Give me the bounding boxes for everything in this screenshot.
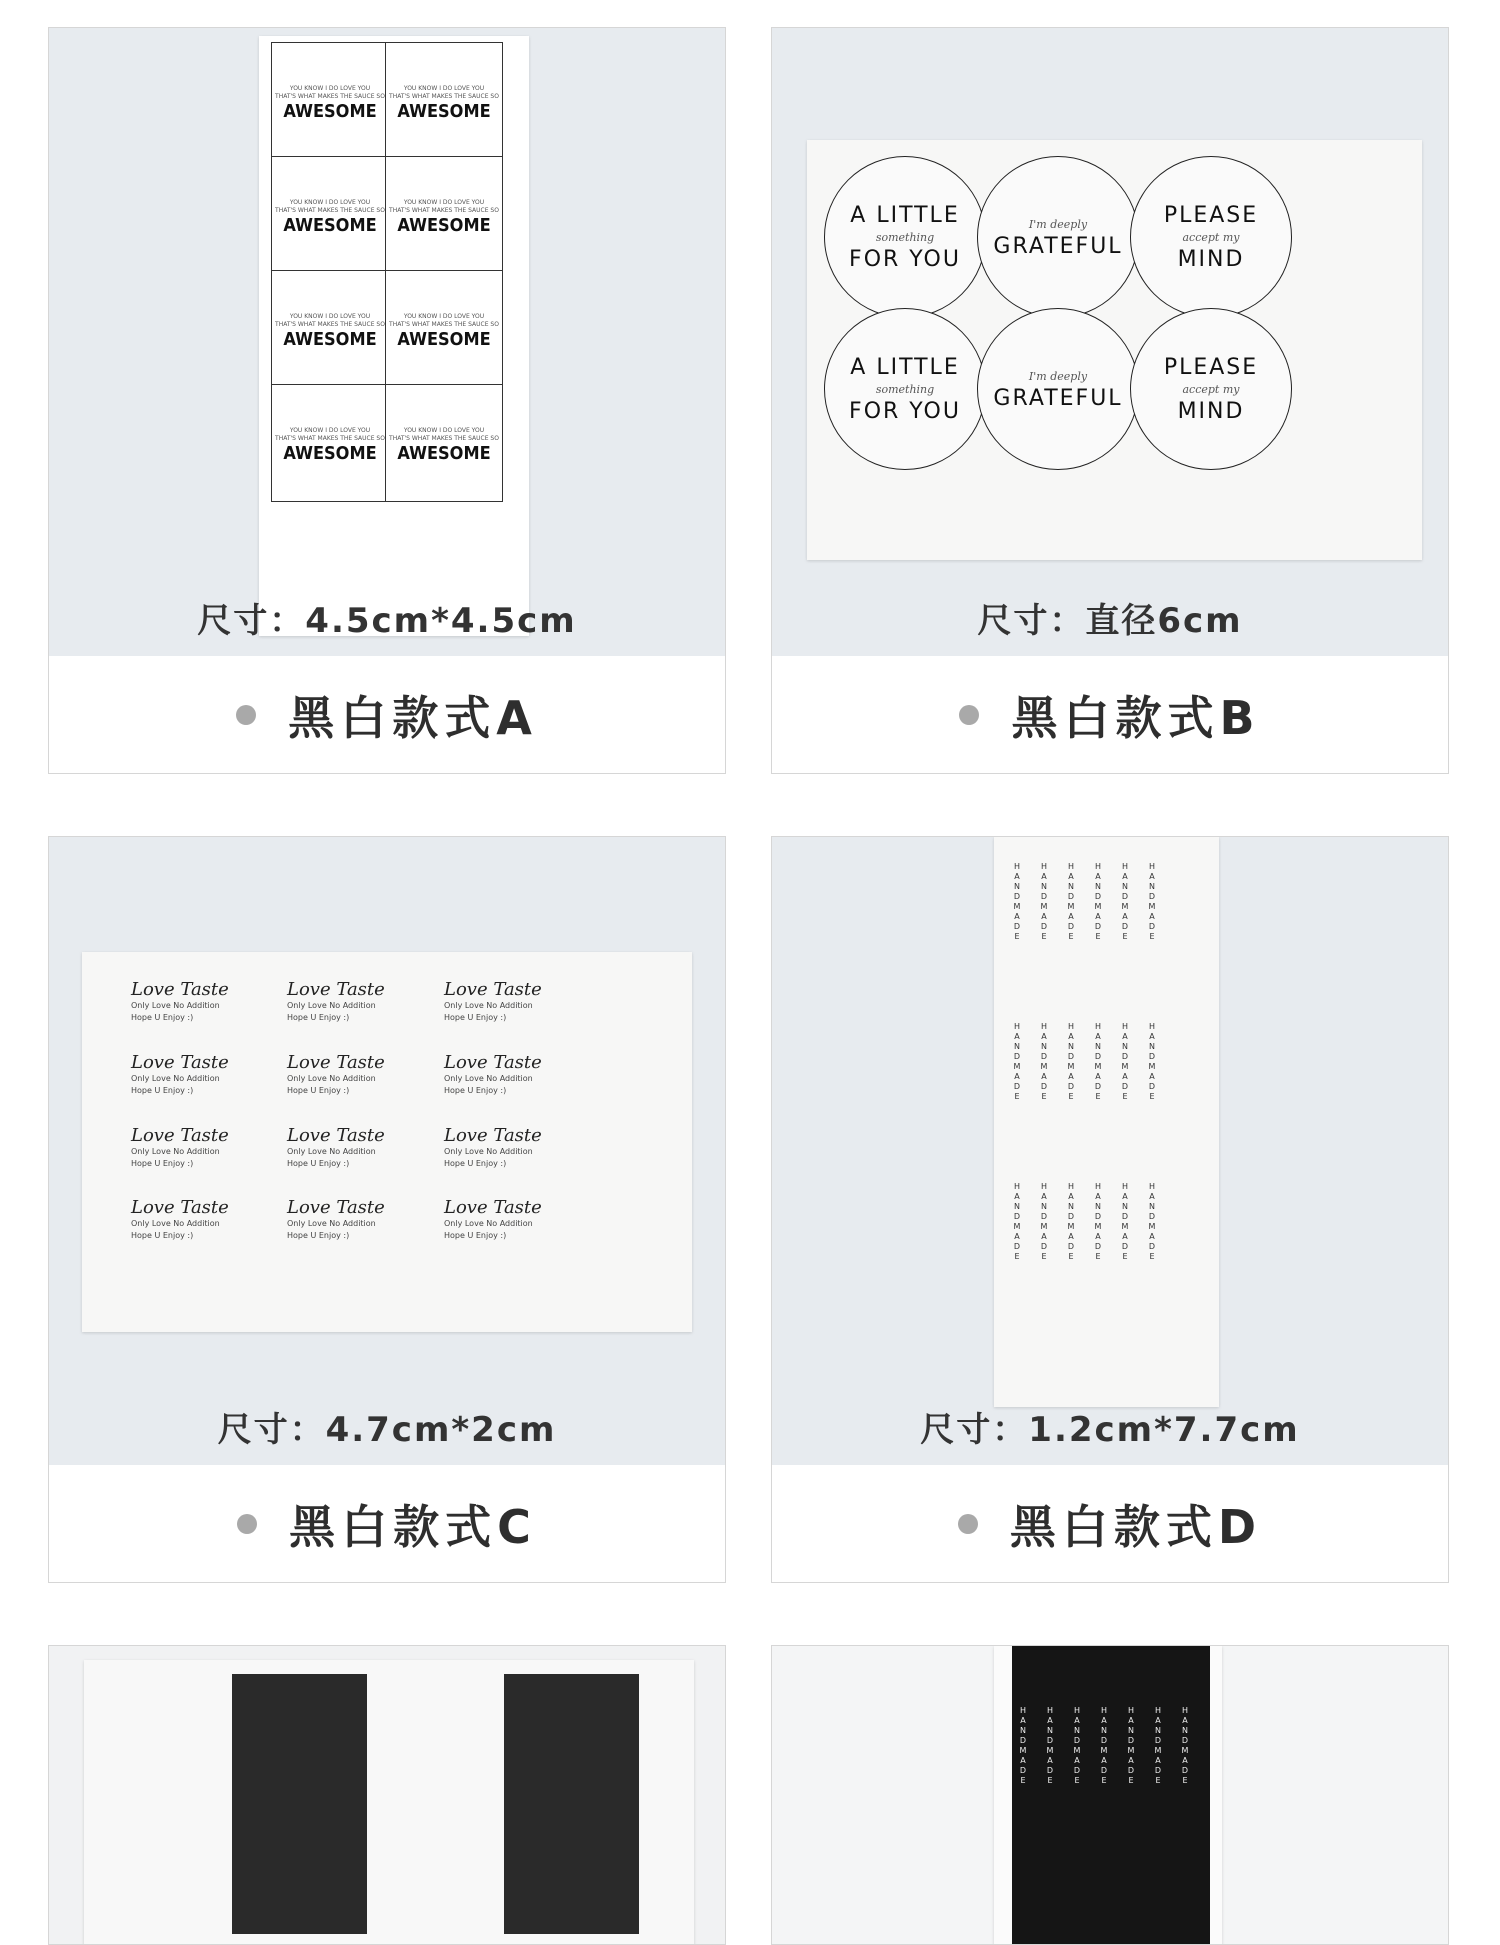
product-photo-e <box>49 1646 725 1945</box>
sticker-script-text: Love Taste <box>287 979 385 1000</box>
love-taste-sticker <box>444 1052 594 1112</box>
bullet-dot-icon <box>959 705 979 725</box>
product-card-c[interactable] <box>48 836 726 1583</box>
sticker-small-text: THAT'S WHAT MAKES THE SAUCE SO <box>389 435 499 442</box>
sticker-script-text: Love Taste <box>131 1052 229 1073</box>
handmade-sticker: H A N D M A D E <box>1121 1182 1129 1261</box>
sticker-script-text: Love Taste <box>287 1197 385 1218</box>
sticker-line-2: Hope U Enjoy :) <box>287 1231 350 1240</box>
sticker-line-2: Hope U Enjoy :) <box>131 1159 194 1168</box>
awesome-sticker <box>385 42 503 160</box>
handmade-sticker: H A N D M A D E <box>1067 862 1075 941</box>
sticker-script-text: Love Taste <box>131 1197 229 1218</box>
round-sticker <box>977 308 1139 470</box>
sticker-line-1: Only Love No Addition <box>444 1074 533 1083</box>
sticker-top-text: PLEASE <box>1163 354 1259 380</box>
product-card-e[interactable] <box>48 1645 726 1945</box>
love-taste-sticker <box>131 1125 281 1185</box>
sticker-script-text: accept my <box>1182 230 1240 244</box>
dark-sticker-strip <box>1012 1646 1210 1945</box>
style-caption: 黑白款式B <box>1011 690 1261 745</box>
sticker-line-2: Hope U Enjoy :) <box>444 1231 507 1240</box>
love-taste-sticker <box>287 1197 437 1257</box>
sticker-line-1: Only Love No Addition <box>131 1001 220 1010</box>
round-sticker <box>824 308 986 470</box>
handmade-sticker: H A N D M A D E <box>1181 1706 1189 1785</box>
sticker-line-2: Hope U Enjoy :) <box>287 1013 350 1022</box>
love-taste-sticker <box>287 1052 437 1112</box>
sticker-small-text: YOU KNOW I DO LOVE YOU <box>403 199 485 206</box>
sticker-small-text: THAT'S WHAT MAKES THE SAUCE SO <box>275 321 385 328</box>
sticker-script-text: I'm deeply <box>1028 370 1088 383</box>
handmade-sticker: H A N D M A D E <box>1019 1706 1027 1785</box>
style-caption: 黑白款式A <box>288 690 538 745</box>
handmade-sticker: H A N D M A D E <box>1121 1022 1129 1101</box>
product-photo-c <box>49 837 725 1465</box>
sticker-script-text: Love Taste <box>287 1125 385 1146</box>
sticker-small-text: YOU KNOW I DO LOVE YOU <box>403 427 485 434</box>
handmade-sticker: H A N D M A D E <box>1046 1706 1054 1785</box>
love-taste-sticker <box>131 1052 281 1112</box>
dark-sticker-strip <box>232 1674 367 1934</box>
sticker-top-text: PLEASE <box>1163 202 1259 228</box>
sticker-script-text: Love Taste <box>444 979 542 1000</box>
sticker-script-text: accept my <box>1182 382 1240 396</box>
sticker-small-text: YOU KNOW I DO LOVE YOU <box>289 427 371 434</box>
handmade-sticker: H A N D M A D E <box>1013 1022 1021 1101</box>
round-sticker <box>824 156 986 318</box>
sticker-line-2: Hope U Enjoy :) <box>444 1159 507 1168</box>
product-card-f[interactable] <box>771 1645 1449 1945</box>
handmade-sticker: H A N D M A D E <box>1148 1182 1156 1261</box>
sticker-small-text: THAT'S WHAT MAKES THE SAUCE SO <box>389 93 499 100</box>
sticker-script-text: Love Taste <box>444 1197 542 1218</box>
handmade-sticker: H A N D M A D E <box>1100 1706 1108 1785</box>
caption-band <box>49 656 725 773</box>
sticker-main-text: AWESOME <box>283 443 377 464</box>
sticker-line-1: Only Love No Addition <box>131 1147 220 1156</box>
sticker-small-text: YOU KNOW I DO LOVE YOU <box>403 313 485 320</box>
sticker-script-text: Love Taste <box>444 1125 542 1146</box>
sticker-line-2: Hope U Enjoy :) <box>444 1086 507 1095</box>
love-taste-sticker <box>444 979 594 1039</box>
sticker-script-text: Love Taste <box>131 1125 229 1146</box>
awesome-sticker <box>271 384 389 502</box>
sticker-script-text: Love Taste <box>287 1052 385 1073</box>
sticker-small-text: THAT'S WHAT MAKES THE SAUCE SO <box>275 435 385 442</box>
sticker-bottom-text: FOR YOU <box>849 246 961 272</box>
sticker-main-text: AWESOME <box>397 329 491 350</box>
love-taste-sticker <box>131 979 281 1039</box>
sticker-small-text: THAT'S WHAT MAKES THE SAUCE SO <box>389 321 499 328</box>
sticker-line-1: Only Love No Addition <box>444 1001 533 1010</box>
sticker-main-text: AWESOME <box>397 443 491 464</box>
sticker-sheet <box>994 837 1219 1407</box>
product-photo-f <box>772 1646 1448 1945</box>
sticker-line-1: Only Love No Addition <box>131 1074 220 1083</box>
handmade-sticker: H A N D M A D E <box>1154 1706 1162 1785</box>
bullet-dot-icon <box>237 1514 257 1534</box>
product-photo-d <box>772 837 1448 1465</box>
round-sticker <box>977 156 1139 318</box>
caption-band <box>772 1465 1448 1582</box>
awesome-sticker <box>271 270 389 388</box>
size-label: 尺寸：4.5cm*4.5cm <box>197 601 577 641</box>
product-photo-b <box>772 28 1448 656</box>
sticker-line-2: Hope U Enjoy :) <box>287 1086 350 1095</box>
sticker-small-text: YOU KNOW I DO LOVE YOU <box>289 313 371 320</box>
dark-sticker-strip <box>504 1674 639 1934</box>
size-label: 尺寸：1.2cm*7.7cm <box>920 1410 1300 1450</box>
bullet-dot-icon <box>236 705 256 725</box>
sticker-small-text: YOU KNOW I DO LOVE YOU <box>289 199 371 206</box>
handmade-sticker: H A N D M A D E <box>1040 1022 1048 1101</box>
sticker-bottom-text: MIND <box>1177 246 1245 272</box>
sticker-small-text: THAT'S WHAT MAKES THE SAUCE SO <box>275 93 385 100</box>
love-taste-sticker <box>287 979 437 1039</box>
handmade-sticker: H A N D M A D E <box>1148 1022 1156 1101</box>
handmade-sticker: H A N D M A D E <box>1013 862 1021 941</box>
sticker-top-text: A LITTLE <box>850 202 960 228</box>
product-photo-a <box>49 28 725 656</box>
handmade-sticker: H A N D M A D E <box>1067 1182 1075 1261</box>
sticker-small-text: THAT'S WHAT MAKES THE SAUCE SO <box>389 207 499 214</box>
sticker-line-1: Only Love No Addition <box>287 1147 376 1156</box>
sticker-top-text: A LITTLE <box>850 354 960 380</box>
handmade-sticker: H A N D M A D E <box>1067 1022 1075 1101</box>
style-caption: 黑白款式C <box>289 1499 537 1554</box>
sticker-bottom-text: FOR YOU <box>849 398 961 424</box>
round-sticker <box>1130 308 1292 470</box>
sticker-line-2: Hope U Enjoy :) <box>131 1086 194 1095</box>
sticker-line-2: Hope U Enjoy :) <box>131 1231 194 1240</box>
caption-band <box>772 656 1448 773</box>
handmade-sticker: H A N D M A D E <box>1094 1022 1102 1101</box>
size-label: 尺寸：直径6cm <box>977 601 1243 641</box>
awesome-sticker <box>385 156 503 274</box>
sticker-script-text: something <box>875 382 935 396</box>
handmade-sticker: H A N D M A D E <box>1148 862 1156 941</box>
awesome-sticker <box>385 384 503 502</box>
handmade-sticker: H A N D M A D E <box>1127 1706 1135 1785</box>
love-taste-sticker <box>287 1125 437 1185</box>
sticker-bottom-text: GRATEFUL <box>993 234 1123 259</box>
sticker-small-text: YOU KNOW I DO LOVE YOU <box>289 85 371 92</box>
sticker-main-text: AWESOME <box>283 101 377 122</box>
sticker-line-2: Hope U Enjoy :) <box>444 1013 507 1022</box>
handmade-sticker: H A N D M A D E <box>1073 1706 1081 1785</box>
sticker-small-text: YOU KNOW I DO LOVE YOU <box>403 85 485 92</box>
sticker-line-2: Hope U Enjoy :) <box>287 1159 350 1168</box>
sticker-line-2: Hope U Enjoy :) <box>131 1013 194 1022</box>
sticker-small-text: THAT'S WHAT MAKES THE SAUCE SO <box>275 207 385 214</box>
product-card-d[interactable] <box>771 836 1449 1583</box>
round-sticker <box>1130 156 1292 318</box>
sticker-line-1: Only Love No Addition <box>287 1001 376 1010</box>
caption-band <box>49 1465 725 1582</box>
sticker-line-1: Only Love No Addition <box>444 1219 533 1228</box>
sticker-bottom-text: GRATEFUL <box>993 386 1123 411</box>
handmade-sticker: H A N D M A D E <box>1094 862 1102 941</box>
love-taste-sticker <box>444 1197 594 1257</box>
sticker-main-text: AWESOME <box>397 215 491 236</box>
bullet-dot-icon <box>958 1514 978 1534</box>
sticker-script-text: I'm deeply <box>1028 218 1088 231</box>
sticker-script-text: something <box>875 230 935 244</box>
sticker-line-1: Only Love No Addition <box>287 1219 376 1228</box>
awesome-sticker <box>271 156 389 274</box>
handmade-sticker: H A N D M A D E <box>1121 862 1129 941</box>
style-caption: 黑白款式D <box>1009 1499 1263 1554</box>
sticker-line-1: Only Love No Addition <box>444 1147 533 1156</box>
sticker-bottom-text: MIND <box>1177 398 1245 424</box>
love-taste-sticker <box>444 1125 594 1185</box>
sticker-main-text: AWESOME <box>283 329 377 350</box>
sticker-script-text: Love Taste <box>131 979 229 1000</box>
sticker-line-1: Only Love No Addition <box>131 1219 220 1228</box>
sticker-main-text: AWESOME <box>283 215 377 236</box>
awesome-sticker <box>385 270 503 388</box>
sticker-main-text: AWESOME <box>397 101 491 122</box>
product-card-b[interactable] <box>771 27 1449 774</box>
sticker-line-1: Only Love No Addition <box>287 1074 376 1083</box>
handmade-sticker: H A N D M A D E <box>1040 862 1048 941</box>
handmade-sticker: H A N D M A D E <box>1040 1182 1048 1261</box>
size-label: 尺寸：4.7cm*2cm <box>217 1410 557 1450</box>
love-taste-sticker <box>131 1197 281 1257</box>
awesome-sticker <box>271 42 389 160</box>
product-card-a[interactable] <box>48 27 726 774</box>
sticker-script-text: Love Taste <box>444 1052 542 1073</box>
handmade-sticker: H A N D M A D E <box>1013 1182 1021 1261</box>
handmade-sticker: H A N D M A D E <box>1094 1182 1102 1261</box>
